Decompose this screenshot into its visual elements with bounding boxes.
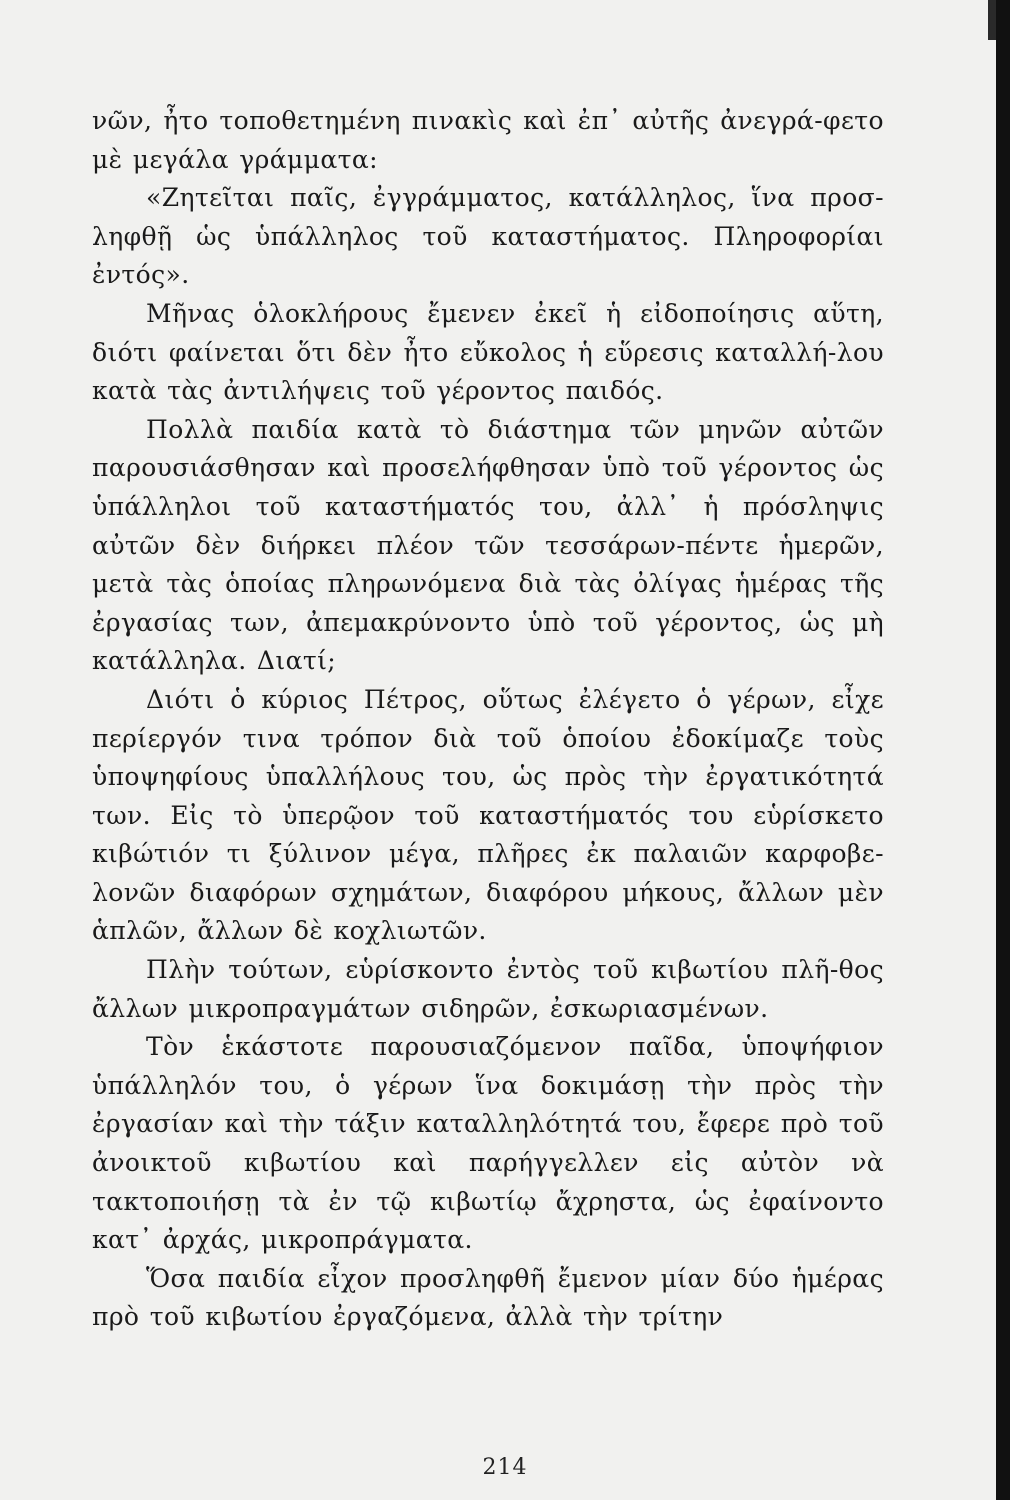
- paragraph-continuation: νῶν, ἦτο τοποθετημένη πινακὶς καὶ ἐπ᾽ αὐτῆς ἀνεγρά-φετο μὲ μεγάλα γράμματα:: [92, 106, 884, 174]
- page-edge-shadow: [996, 0, 1010, 1500]
- paragraph-candidate: Τὸν ἑκάστοτε παρουσιαζόμενον παῖδα, ὑποψήφιον ὑπάλληλόν του, ὁ γέρων ἵνα δοκιμάσῃ τὴν πρὸς τὴν ἐργασίαν καὶ τὴν τάξιν καταλληλότητά του, ἔφερε πρὸ τοῦ ἀνοικτοῦ κιβωτίου καὶ παρήγγελλεν εἰς αὐτὸν νὰ τακτοποιήσῃ τὰ ἐν τῷ κιβωτίῳ ἄχρηστα, ὡς ἐφαίνοντο κατ᾽ ἀρχάς, μικροπράγματα.: [92, 1032, 884, 1255]
- paragraph-remaining: Ὅσα παιδία εἶχον προσληφθῆ ἔμενον μίαν δύο ἡμέρας πρὸ τοῦ κιβωτίου ἐργαζόμενα, ἀλλὰ τὴν τρίτην: [92, 1263, 884, 1332]
- page-text: [92, 102, 884, 1337]
- page-corner-shadow: [988, 0, 996, 40]
- paragraph-petros: Διότι ὁ κύριος Πέτρος, οὕτως ἐλέγετο ὁ γέρων, εἶχε περίεργόν τινα τρόπον διὰ τοῦ ὁποίου ἐδοκίμαζε τοὺς ὑποψηφίους ὑπαλλήλους του, ὡς πρὸς τὴν ἐργατικότητά των. Εἰς τὸ ὑπερῷον τοῦ καταστήματός του εὑρίσκετο κιβώτιόν τι ξύλινον μέγα, πλῆρες ἐκ παλαιῶν καρφοβε-λονῶν διαφόρων σχημάτων, διαφόρου μήκους, ἄλλων μὲν ἁπλῶν, ἄλλων δὲ κοχλιωτῶν.: [92, 684, 884, 946]
- paragraph-children: Πολλὰ παιδία κατὰ τὸ διάστημα τῶν μηνῶν αὐτῶν παρουσιάσθησαν καὶ προσελήφθησαν ὑπὸ τοῦ γέροντος ὡς ὑπάλληλοι τοῦ καταστήματός του, ἀλλ᾽ ἡ πρόσληψις αὐτῶν δὲν διήρκει πλέον τῶν τεσσάρων-πέντε ἡμερῶν, μετὰ τὰς ὁποίας πληρωνόμενα διὰ τὰς ὀλίγας ἡμέρας τῆς ἐργασίας των, ἀπεμακρύνοντο ὑπὸ τοῦ γέροντος, ὡς μὴ κατάλληλα. Διατί;: [92, 414, 884, 676]
- paragraph-besides: Πλὴν τούτων, εὑρίσκοντο ἐντὸς τοῦ κιβωτίου πλῆ-θος ἄλλων μικροπραγμάτων σιδηρῶν, ἐσκωριασμένων.: [92, 955, 884, 1023]
- paragraph-notice: «Ζητεῖται παῖς, ἐγγράμματος, κατάλληλος, ἵνα προσ-ληφθῇ ὡς ὑπάλληλος τοῦ καταστήματος. Πληροφορίαι ἐντός».: [92, 183, 884, 290]
- page-number: 214: [482, 1455, 528, 1480]
- paragraph-months: Μῆνας ὁλοκλήρους ἔμενεν ἐκεῖ ἡ εἰδοποίησις αὕτη, διότι φαίνεται ὅτι δὲν ἦτο εὔκολος ἡ εὕρεσις καταλλή-λου κατὰ τὰς ἀντιλήψεις τοῦ γέροντος παιδός.: [92, 298, 884, 406]
